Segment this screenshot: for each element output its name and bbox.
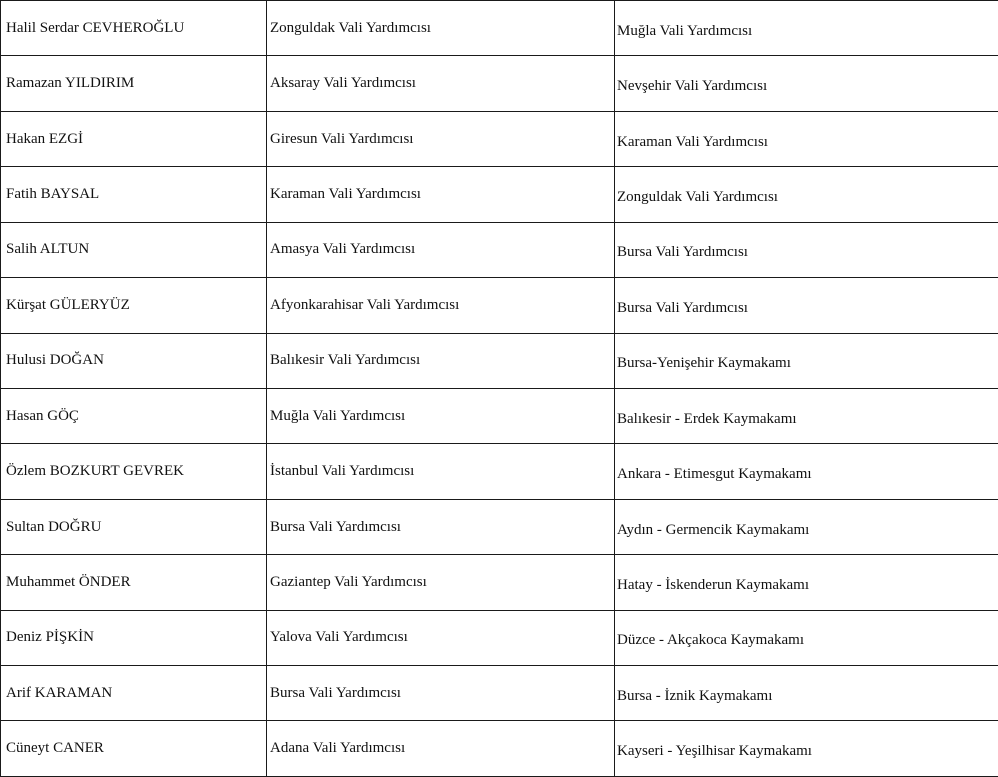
new-post-text: Bursa Vali Yardımcısı xyxy=(617,244,748,261)
table-row xyxy=(1,167,998,222)
current-post-text: Balıkesir Vali Yardımcısı xyxy=(270,352,421,369)
current-post-cell xyxy=(267,56,615,111)
name-cell xyxy=(1,499,267,554)
current-post-text: Gaziantep Vali Yardımcısı xyxy=(270,573,427,590)
current-post-cell xyxy=(267,111,615,166)
name-text: Kürşat GÜLERYÜZ xyxy=(6,296,130,313)
new-post-cell xyxy=(615,444,998,499)
name-cell xyxy=(1,278,267,333)
name-cell xyxy=(1,388,267,443)
new-post-cell xyxy=(615,278,998,333)
name-text: Hulusi DOĞAN xyxy=(6,352,104,369)
current-post-cell xyxy=(267,333,615,388)
current-post-text: Muğla Vali Yardımcısı xyxy=(270,407,406,424)
current-post-text: Giresun Vali Yardımcısı xyxy=(270,130,414,147)
current-post-cell xyxy=(267,499,615,554)
name-text: Cüneyt CANER xyxy=(6,740,104,757)
new-post-cell xyxy=(615,1,998,56)
table-row xyxy=(1,56,998,111)
current-post-text: Adana Vali Yardımcısı xyxy=(270,740,406,757)
name-cell xyxy=(1,610,267,665)
new-post-text: Aydın - Germencik Kaymakamı xyxy=(617,521,810,538)
current-post-text: Afyonkarahisar Vali Yardımcısı xyxy=(270,296,460,313)
current-post-text: Bursa Vali Yardımcısı xyxy=(270,684,401,701)
name-text: Salih ALTUN xyxy=(6,241,90,258)
new-post-text: Bursa - İznik Kaymakamı xyxy=(617,687,773,704)
new-post-cell xyxy=(615,111,998,166)
new-post-text: Nevşehir Vali Yardımcısı xyxy=(617,78,768,95)
name-text: Arif KARAMAN xyxy=(6,684,113,701)
name-cell xyxy=(1,56,267,111)
new-post-text: Kayseri - Yeşilhisar Kaymakamı xyxy=(617,743,812,760)
name-text: Ramazan YILDIRIM xyxy=(6,75,135,92)
new-post-cell xyxy=(615,721,998,777)
table-row xyxy=(1,555,998,610)
appointment-table-body xyxy=(1,1,998,777)
current-post-text: Karaman Vali Yardımcısı xyxy=(270,185,421,202)
current-post-cell xyxy=(267,167,615,222)
new-post-cell xyxy=(615,167,998,222)
table-row xyxy=(1,499,998,554)
name-cell xyxy=(1,721,267,777)
table-row xyxy=(1,111,998,166)
current-post-cell xyxy=(267,721,615,777)
name-cell xyxy=(1,666,267,721)
new-post-cell xyxy=(615,222,998,277)
name-cell xyxy=(1,1,267,56)
table-row xyxy=(1,388,998,443)
table-row xyxy=(1,1,998,56)
new-post-cell xyxy=(615,388,998,443)
new-post-cell xyxy=(615,56,998,111)
new-post-text: Zonguldak Vali Yardımcısı xyxy=(617,188,778,205)
new-post-cell xyxy=(615,333,998,388)
name-cell xyxy=(1,167,267,222)
current-post-cell xyxy=(267,555,615,610)
table-row xyxy=(1,666,998,721)
name-cell xyxy=(1,222,267,277)
new-post-text: Ankara - Etimesgut Kaymakamı xyxy=(617,466,812,483)
new-post-cell xyxy=(615,666,998,721)
name-text: Özlem BOZKURT GEVREK xyxy=(6,463,184,480)
current-post-cell xyxy=(267,1,615,56)
current-post-cell xyxy=(267,222,615,277)
new-post-text: Bursa-Yenişehir Kaymakamı xyxy=(617,355,791,372)
current-post-cell xyxy=(267,444,615,499)
name-cell xyxy=(1,444,267,499)
name-text: Halil Serdar CEVHEROĞLU xyxy=(6,19,185,36)
current-post-cell xyxy=(267,666,615,721)
new-post-text: Bursa Vali Yardımcısı xyxy=(617,299,748,316)
name-text: Hasan GÖÇ xyxy=(6,407,79,424)
table-row xyxy=(1,610,998,665)
new-post-cell xyxy=(615,555,998,610)
new-post-text: Karaman Vali Yardımcısı xyxy=(617,133,768,150)
new-post-text: Düzce - Akçakoca Kaymakamı xyxy=(617,632,804,649)
name-cell xyxy=(1,555,267,610)
name-cell xyxy=(1,111,267,166)
current-post-cell xyxy=(267,610,615,665)
table-row xyxy=(1,721,998,777)
current-post-text: Aksaray Vali Yardımcısı xyxy=(270,75,416,92)
new-post-cell xyxy=(615,610,998,665)
name-text: Hakan EZGİ xyxy=(6,130,84,147)
current-post-text: Bursa Vali Yardımcısı xyxy=(270,518,401,535)
table-row xyxy=(1,333,998,388)
table-row xyxy=(1,278,998,333)
new-post-cell xyxy=(615,499,998,554)
table-row xyxy=(1,222,998,277)
new-post-text: Muğla Vali Yardımcısı xyxy=(617,22,753,39)
current-post-cell xyxy=(267,388,615,443)
name-text: Muhammet ÖNDER xyxy=(6,573,131,590)
name-text: Sultan DOĞRU xyxy=(6,518,102,535)
new-post-text: Balıkesir - Erdek Kaymakamı xyxy=(617,410,797,427)
current-post-text: Yalova Vali Yardımcısı xyxy=(270,629,408,646)
name-cell xyxy=(1,333,267,388)
table-row xyxy=(1,444,998,499)
name-text: Fatih BAYSAL xyxy=(6,185,100,202)
current-post-cell xyxy=(267,278,615,333)
current-post-text: İstanbul Vali Yardımcısı xyxy=(270,463,415,480)
current-post-text: Zonguldak Vali Yardımcısı xyxy=(270,19,431,36)
name-text: Deniz PİŞKİN xyxy=(6,629,94,646)
current-post-text: Amasya Vali Yardımcısı xyxy=(270,241,416,258)
new-post-text: Hatay - İskenderun Kaymakamı xyxy=(617,576,810,593)
